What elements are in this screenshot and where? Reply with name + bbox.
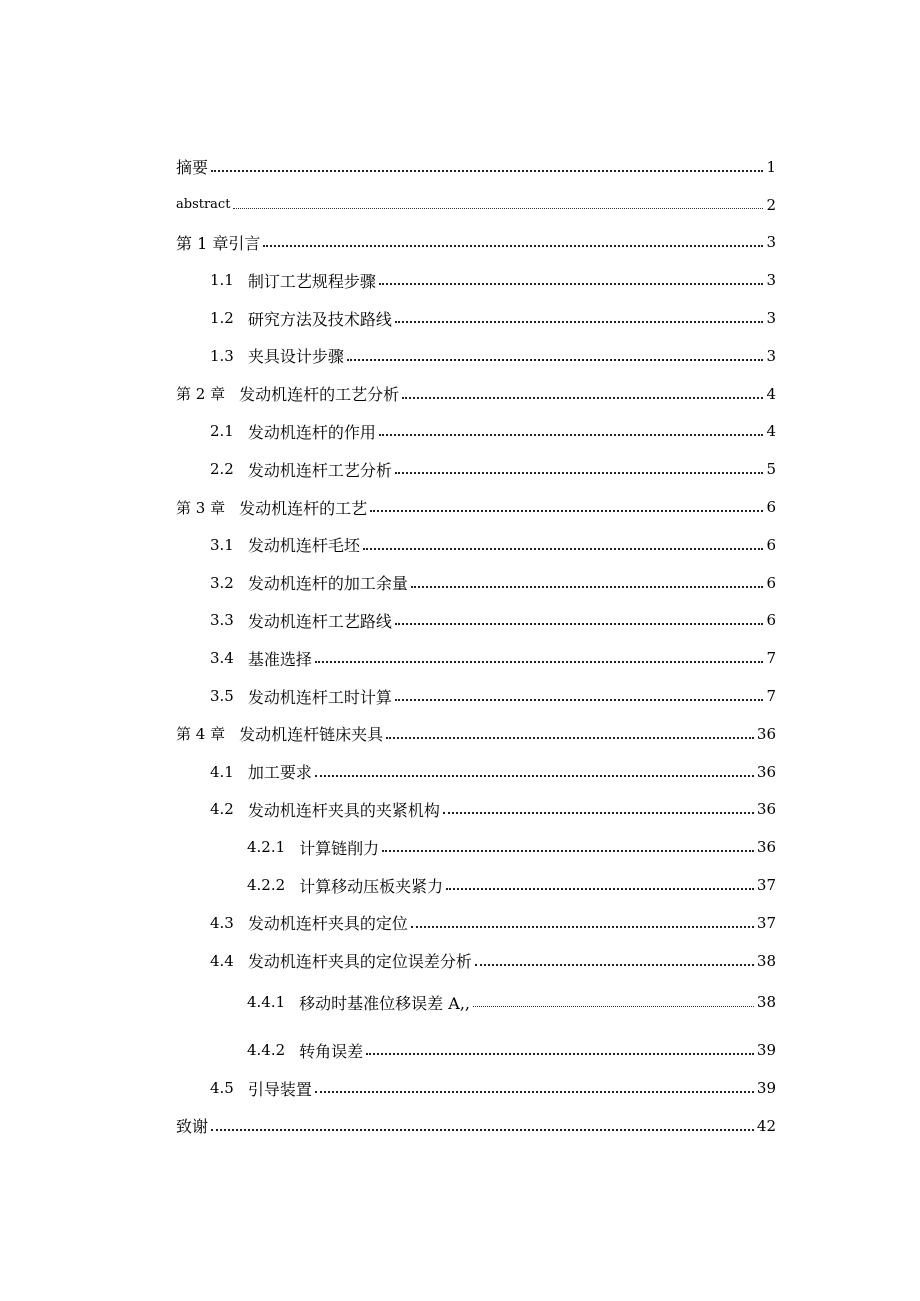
toc-number: 4.4 (210, 951, 234, 970)
toc-entry[interactable] (176, 942, 776, 980)
toc-number: 1.2 (210, 309, 234, 328)
toc-page: 3 (766, 233, 776, 252)
toc-leader (411, 586, 764, 588)
toc-leader (366, 1053, 754, 1055)
toc-number: 第 4 章 (176, 725, 226, 744)
toc-title: 第 1 章引言 (176, 233, 261, 253)
toc-page: 3 (766, 309, 776, 328)
toc-title: 发动机连杆的工艺分析 (239, 385, 400, 405)
toc-number: 2.2 (210, 460, 234, 479)
toc-page: 6 (766, 498, 776, 517)
toc-entry[interactable] (176, 677, 776, 715)
toc-page: 1 (766, 157, 776, 176)
toc-page: 4 (766, 384, 776, 403)
toc-entry[interactable] (176, 602, 776, 640)
toc-number: 4.4.1 (247, 993, 286, 1012)
toc-page: 36 (756, 762, 776, 781)
toc-title: 致谢 (176, 1117, 209, 1137)
toc-page: 3 (766, 346, 776, 365)
toc-entry[interactable] (176, 375, 776, 413)
toc-entry[interactable] (176, 715, 776, 753)
toc-title: 发动机连杆的作用 (247, 422, 376, 442)
toc-entry[interactable] (176, 1031, 776, 1069)
toc-title: 发动机连杆工艺路线 (247, 611, 392, 631)
toc-page: 6 (766, 535, 776, 554)
toc-title: 计算链削力 (299, 838, 380, 858)
toc-number: 1.3 (210, 346, 234, 365)
toc-leader (443, 812, 754, 814)
toc-leader (395, 699, 764, 701)
toc-page: 37 (756, 913, 776, 932)
toc-page: 7 (766, 687, 776, 706)
toc-leader (382, 850, 754, 852)
toc-entry[interactable] (176, 984, 776, 1022)
toc-entry[interactable] (176, 564, 776, 602)
toc-number: 4.3 (210, 913, 234, 932)
toc-leader (347, 359, 764, 361)
toc-leader (395, 623, 764, 625)
toc-page: 38 (756, 951, 776, 970)
toc-title: 发动机连杆工时计算 (247, 687, 392, 707)
toc-leader (473, 1006, 754, 1007)
toc-number: 第 2 章 (176, 385, 226, 404)
toc-leader (233, 208, 763, 209)
toc-leader (475, 964, 754, 966)
toc-leader (211, 1129, 754, 1131)
toc-number: 1.1 (210, 271, 234, 290)
toc-leader (263, 245, 763, 247)
toc-title: 计算移动压板夹紧力 (299, 876, 444, 896)
toc-entry[interactable] (176, 866, 776, 904)
toc-entry[interactable] (176, 904, 776, 942)
toc-number: 3.2 (210, 573, 234, 592)
toc-page: 38 (756, 993, 776, 1012)
toc-page: 5 (766, 460, 776, 479)
toc-entry[interactable] (176, 148, 776, 186)
toc-number: 4.4.2 (247, 1041, 286, 1060)
toc-leader (411, 926, 754, 928)
toc-page: 6 (766, 573, 776, 592)
toc-page: 7 (766, 649, 776, 668)
toc-number: 3.5 (210, 687, 234, 706)
toc-title: 发动机连杆的工艺 (239, 498, 368, 518)
toc-entry[interactable] (176, 828, 776, 866)
toc-page: 6 (766, 611, 776, 630)
toc-number: 2.1 (210, 422, 234, 441)
toc-entry[interactable] (176, 488, 776, 526)
toc-title: 发动机连杆夹具的夹紧机构 (247, 800, 440, 820)
toc-number: 3.4 (210, 649, 234, 668)
toc-entry[interactable] (176, 450, 776, 488)
toc-entry[interactable] (176, 1107, 776, 1145)
toc-title: 发动机连杆夹具的定位 (247, 914, 408, 934)
toc-leader (395, 472, 764, 474)
toc-number: 3.1 (210, 535, 234, 554)
toc-leader (370, 510, 763, 512)
toc-leader (315, 661, 764, 663)
toc-leader (386, 737, 754, 739)
toc-entry[interactable] (176, 261, 776, 299)
toc-page: 39 (756, 1041, 776, 1060)
toc-page: 37 (756, 876, 776, 895)
toc-leader (211, 170, 763, 172)
toc-title: 发动机连杆的加工余量 (247, 574, 408, 594)
toc-title: 发动机连杆夹具的定位误差分析 (247, 952, 472, 972)
table-of-contents (176, 148, 776, 1145)
toc-page: 39 (756, 1079, 776, 1098)
toc-number: 4.5 (210, 1079, 234, 1098)
toc-entry[interactable] (176, 299, 776, 337)
toc-title: 基准选择 (247, 649, 312, 669)
toc-leader (446, 888, 754, 890)
toc-title: abstract (176, 197, 231, 213)
toc-entry[interactable] (176, 337, 776, 375)
toc-leader (315, 775, 754, 777)
toc-number: 4.2.2 (247, 876, 286, 895)
toc-title: 制订工艺规程步骤 (247, 271, 376, 291)
toc-entry[interactable] (176, 639, 776, 677)
toc-title: 发动机连杆链床夹具 (239, 725, 384, 745)
toc-number: 第 3 章 (176, 498, 226, 517)
toc-title: 夹具设计步骤 (247, 347, 344, 367)
toc-leader (315, 1091, 754, 1093)
toc-title: 引导装置 (247, 1079, 312, 1099)
toc-number: 4.2.1 (247, 838, 286, 857)
toc-leader (379, 434, 764, 436)
toc-leader (379, 283, 764, 285)
toc-entry[interactable] (176, 1069, 776, 1107)
toc-leader (395, 321, 764, 323)
toc-page: 2 (766, 195, 776, 214)
toc-entry[interactable] (176, 186, 776, 224)
toc-title: 发动机连杆毛坯 (247, 536, 360, 556)
toc-title: 研究方法及技术路线 (247, 309, 392, 329)
toc-title: 加工要求 (247, 763, 312, 783)
toc-entry[interactable] (176, 526, 776, 564)
toc-title: 移动时基准位移误差 A,, (299, 993, 470, 1013)
toc-title: 摘要 (176, 158, 209, 178)
toc-page: 36 (756, 838, 776, 857)
toc-leader (402, 397, 763, 399)
toc-leader (363, 548, 764, 550)
toc-entry[interactable] (176, 413, 776, 451)
toc-number: 4.1 (210, 762, 234, 781)
toc-page: 36 (756, 800, 776, 819)
toc-title: 转角误差 (299, 1041, 364, 1061)
toc-entry[interactable] (176, 753, 776, 791)
toc-entry[interactable] (176, 224, 776, 262)
toc-page: 42 (756, 1116, 776, 1135)
toc-number: 3.3 (210, 611, 234, 630)
toc-page: 4 (766, 422, 776, 441)
toc-page: 36 (756, 724, 776, 743)
toc-entry[interactable] (176, 791, 776, 829)
toc-number: 4.2 (210, 800, 234, 819)
toc-page: 3 (766, 271, 776, 290)
toc-title: 发动机连杆工艺分析 (247, 460, 392, 480)
